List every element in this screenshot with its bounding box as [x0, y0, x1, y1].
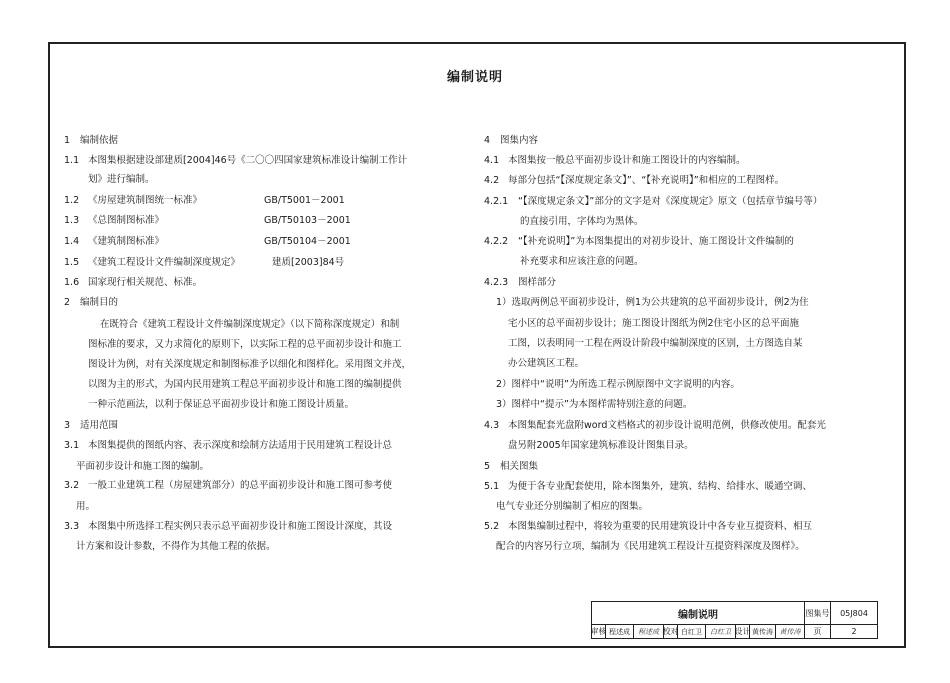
line-text: 《房屋建筑制图统一标准》: [88, 195, 203, 206]
line-text: 工图，以表明同一工程在两设计阶段中编制深度的区别，土方图选自某: [508, 338, 803, 349]
right-line: [484, 174, 784, 187]
section-number: 3: [64, 420, 71, 431]
right-line: [484, 276, 556, 289]
right-line: [484, 480, 812, 493]
left-line: [64, 134, 118, 147]
line-text: 国家现行相关规范、标准。: [88, 277, 203, 288]
designer-signature: 黄传涛: [776, 624, 805, 639]
line-text: 本图集提供的图纸内容、表示深度和绘制方法适用于民用建筑工程设计总: [88, 440, 393, 451]
line-text: 3）图样中“提示”为本图样需特别注意的问题。: [496, 399, 693, 410]
line-text: 2）图样中“说明”为所选工程示例原图中文字说明的内容。: [496, 379, 740, 390]
left-line: [88, 338, 402, 351]
section-number: 3.1: [64, 440, 80, 451]
section-number: 1.2: [64, 195, 80, 206]
section-number: 2: [64, 297, 71, 308]
left-line: [64, 154, 407, 167]
line-text: 为便于各专业配套使用，除本图集外，建筑、结构、给排水、暖通空调、: [508, 481, 813, 492]
left-line: [88, 173, 155, 186]
line-text: 图样部分: [518, 277, 557, 288]
right-line: [508, 317, 799, 330]
title-block-name: 编制说明: [592, 602, 805, 624]
designer-name: 黄传涛: [750, 624, 776, 639]
line-text: 适用范围: [80, 420, 119, 431]
check-label: 校对: [664, 624, 678, 639]
line-text: 图设计为例，对有关深度规定和制图标准予以细化和图样化。采用图文并茂，: [88, 359, 412, 370]
right-line: [496, 398, 692, 411]
right-line: [484, 235, 794, 248]
right-line: [508, 337, 803, 350]
section-number: 3.2: [64, 480, 80, 491]
right-line: [484, 419, 826, 432]
section-number: 5: [484, 461, 491, 472]
line-text: 本图集按一般总平面初步设计和施工图设计的内容编制。: [508, 155, 746, 166]
right-line: [508, 357, 584, 370]
line-text: 盘另附2005年国家建筑标准设计图集目录。: [508, 440, 694, 451]
line-text: 计方案和设计参数，不得作为其他工程的依据。: [76, 541, 276, 552]
design-label: 设计: [736, 624, 750, 639]
line-text: 本图集编制过程中，将较为重要的民用建筑设计中各专业互提资料、相互: [508, 521, 813, 532]
left-line: [64, 276, 202, 289]
left-line: [64, 439, 392, 452]
line-text: 补充要求和应该注意的问题。: [520, 256, 644, 267]
left-line: [64, 256, 240, 269]
section-number: 4: [484, 135, 491, 146]
right-line: [520, 215, 644, 228]
standard-code: GB/T50103－2001: [264, 215, 351, 226]
right-line: [484, 195, 822, 208]
line-text: 编制目的: [80, 297, 119, 308]
right-line: [484, 134, 538, 147]
left-line: [64, 235, 164, 248]
left-line: [64, 214, 164, 227]
section-number: 5.1: [484, 481, 500, 492]
left-line: [100, 318, 399, 331]
left-line: [76, 500, 95, 513]
left-line: [64, 194, 202, 207]
line-text: 一般工业建筑工程（房屋建筑部分）的总平面初步设计和施工图可参考使: [88, 480, 393, 491]
section-number: 3.3: [64, 521, 80, 532]
line-text: 图标准的要求，又力求简化的原则下，以实际工程的总平面初步设计和施工: [88, 339, 402, 350]
line-text: 本图集配套光盘附word文档格式的初步设计说明范例，供修改使用。配套光: [508, 420, 826, 431]
right-line: [520, 255, 644, 268]
line-text: 编制依据: [80, 135, 119, 146]
standard-code: GB/T5001－2001: [264, 195, 345, 206]
line-text: “【深度规定条文】”部分的文字是对《深度规定》原文（包括章节编号等）: [518, 196, 823, 207]
line-text: 1）选取两例总平面初步设计，例1为公共建筑的总平面初步设计，例2为住: [496, 297, 809, 308]
section-number: 5.2: [484, 521, 500, 532]
line-text: 划》进行编制。: [88, 174, 155, 185]
line-text: 用。: [76, 501, 96, 512]
right-line: [496, 378, 740, 391]
line-text: “【补充说明】”为本图集提出的对初步设计、施工图设计文件编制的: [518, 236, 794, 247]
line-text: 宅小区的总平面初步设计；施工图设计图纸为例2住宅小区的总平面施: [508, 318, 800, 329]
checker-name: 白红卫: [678, 624, 706, 639]
line-text: 本图集中所选择工程实例只表示总平面初步设计和施工图设计深度，其设: [88, 521, 393, 532]
line-text: 本图集根据建设部建质[2004]46号《二〇〇四国家建筑标准设计编制工作计: [88, 155, 408, 166]
section-number: 4.2.1: [484, 196, 509, 207]
line-text: 在既符合《建筑工程设计文件编制深度规定》（以下简称深度规定）和制: [100, 319, 400, 330]
line-text: 图集内容: [500, 135, 539, 146]
line-text: 以图为主的形式，为国内民用建筑工程总平面初步设计和施工图的编制提供: [88, 379, 402, 390]
right-line: [496, 500, 648, 513]
right-line: [496, 540, 805, 553]
left-line: [64, 296, 118, 309]
reviewer-signature: 程述成: [634, 624, 664, 639]
line-text: 平面初步设计和施工图的编制。: [76, 461, 210, 472]
right-line: [484, 154, 746, 167]
line-text: 《建筑工程设计文件编制深度规定》: [88, 257, 241, 268]
standard-code: 建质[2003]84号: [272, 257, 345, 268]
line-text: 《建筑制图标准》: [88, 236, 165, 247]
left-line: [64, 520, 392, 533]
section-number: 4.2: [484, 175, 500, 186]
page-number: 2: [851, 627, 857, 636]
review-label: 审核: [592, 624, 606, 639]
line-text: 电气专业还分别编制了相应的图集。: [496, 501, 649, 512]
line-text: 《总图制图标准》: [88, 215, 165, 226]
right-line: [496, 296, 809, 309]
section-number: 1.6: [64, 277, 80, 288]
line-text: 一种示范画法，以利于保证总平面初步设计和施工图设计质量。: [88, 399, 355, 410]
line-text: 配合的内容另行立项，编制为《民用建筑工程设计互提资料深度及图样》。: [496, 541, 805, 552]
right-line: [484, 460, 538, 473]
checker-signature: 白红卫: [706, 624, 736, 639]
atlas-no-label: 图集号: [805, 602, 831, 624]
left-line: [64, 419, 118, 432]
section-number: 1.4: [64, 236, 80, 247]
page-label: 页: [805, 624, 831, 639]
left-line: [76, 540, 276, 553]
section-number: 4.2.2: [484, 236, 509, 247]
line-text: 办公建筑区工程。: [508, 358, 585, 369]
section-number: 1.5: [64, 257, 80, 268]
line-text: 的直接引用，字体均为黑体。: [520, 216, 644, 227]
left-line: [88, 398, 354, 411]
section-number: 1: [64, 135, 71, 146]
reviewer-name: 程述成: [606, 624, 634, 639]
right-line: [508, 439, 694, 452]
standard-code: GB/T50104－2001: [264, 236, 351, 247]
section-number: 1.1: [64, 155, 80, 166]
section-number: 1.3: [64, 215, 80, 226]
atlas-no: 05J804: [840, 608, 868, 618]
right-line: [484, 520, 812, 533]
left-line: [76, 460, 209, 473]
section-number: 4.1: [484, 155, 500, 166]
left-line: [64, 479, 392, 492]
left-line: [88, 378, 402, 391]
page-title: 编制说明: [446, 70, 503, 85]
section-number: 4.2.3: [484, 277, 509, 288]
line-text: 相关图集: [500, 461, 539, 472]
left-line: [88, 358, 411, 371]
section-number: 4.3: [484, 420, 500, 431]
title-block: [591, 601, 878, 639]
line-text: 每部分包括“【深度规定条文】”、“【补充说明】”和相应的工程图样。: [508, 175, 785, 186]
